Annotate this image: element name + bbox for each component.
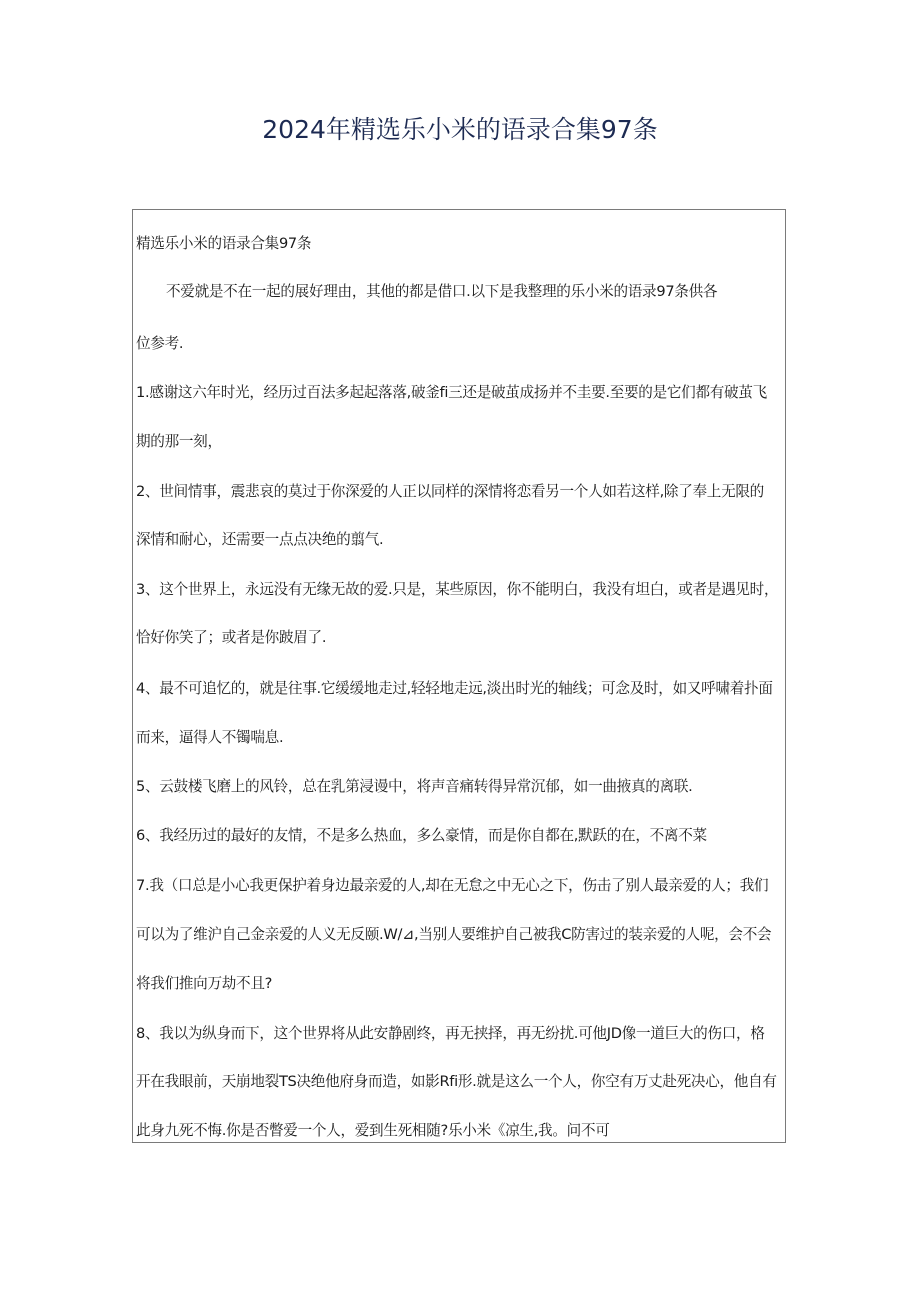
text-line: 不爱就是不在一起的展好理由，其他的都是借口.以下是我整理的乐小米的语录97条供各 bbox=[166, 283, 718, 300]
text-line: 6、我经历过的最好的友情，不是多么热血，多么豪情，而是你自都在,默跃的在，不离不菜 bbox=[136, 827, 707, 844]
text-line: 2、世间情事，震悲哀的莫过于你深爱的人正以同样的深情将恋看另一个人如若这样,除了奉上无限的 bbox=[136, 483, 764, 500]
text-line: 7.我（口总是小心我更保护着身边最亲爱的人,却在无怠之中无心之下，伤击了别人最亲爱的人；我们 bbox=[136, 877, 769, 894]
text-line: 位参考. bbox=[136, 335, 184, 352]
content-box bbox=[132, 209, 786, 1143]
text-line: 3、这个世界上，永远没有无缘无故的爱.只是，某些原因，你不能明白，我没有坦白，或者是遇见时， bbox=[136, 581, 779, 598]
text-line: 将我们推向万劫不且? bbox=[136, 975, 273, 992]
text-line: 可以为了维沪自己金亲爱的人义无反颐.W∕⊿,当别人要维护自己被我C防害过的装亲爱的人呢，会不会 bbox=[136, 926, 772, 943]
text-line: 4、最不可追忆的，就是往事.它缓缓地走过,轻轻地走远,淡出时光的轴线；可念及时，如又呼啸着扑面 bbox=[136, 680, 773, 697]
text-line: 期的那一刻， bbox=[136, 433, 222, 450]
text-line: 8、我以为纵身而下，这个世界将从此安静剧终，再无挟择，再无纷扰.可他JD像一道巨大的伤口，格 bbox=[136, 1025, 765, 1042]
text-line: 5、云鼓楼飞磨上的风铃，总在乳第浸谩中，将声音痛转得异常沉郁，如一曲掖真的离联. bbox=[136, 778, 693, 795]
text-line: 深情和耐心，还需要一点点决绝的翦气. bbox=[136, 531, 384, 548]
text-line: 开在我眼前，天崩地裂TS决绝他府身而造，如影Rfi形.就是这么一个人，你空有万丈赴死决心，他自有 bbox=[136, 1073, 777, 1090]
document-title: 2024年精选乐小米的语录合集97条 bbox=[262, 115, 658, 144]
text-line-subtitle: 精选乐小米的语录合集97条 bbox=[136, 235, 312, 252]
text-line: 此身九死不悔.你是否瞥爱一个人，爱到生死相随?乐小米《凉生,我。问不可 bbox=[136, 1122, 610, 1139]
text-line: 恰好你笑了；或者是你跛眉了. bbox=[136, 629, 327, 646]
text-line: 而来，逼得人不镯喘息. bbox=[136, 729, 284, 746]
text-line: 1.感谢这六年时光，经历过百法多起起落落,破釜fi三还是破茧成扬并不圭要.至要的是它们都有破茧飞 bbox=[136, 384, 767, 401]
